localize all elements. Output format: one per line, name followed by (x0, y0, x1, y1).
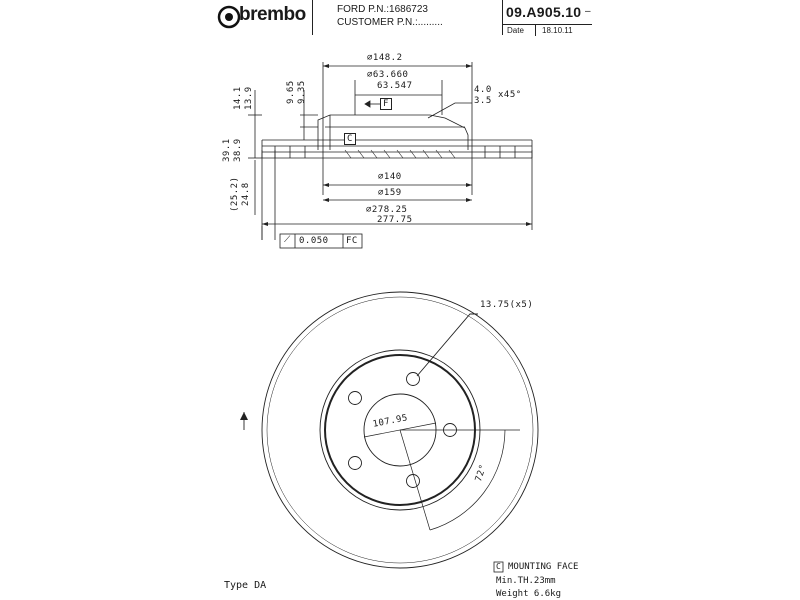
dim-dia-159: ∅159 (378, 188, 402, 198)
dim-dia-63-547: 63.547 (377, 81, 413, 91)
date-value: 18.10.11 (542, 26, 573, 35)
dim-h-13-9: 13.9 (244, 86, 254, 110)
part-number: 09.A905.10 (506, 4, 582, 20)
min-thickness-note: Min.TH.23mm (496, 576, 556, 586)
dim-dia-278-25: ∅278.25 (366, 205, 408, 215)
dim-h-39-1: 39.1 (222, 138, 232, 162)
mounting-face-note: MOUNTING FACE (508, 562, 579, 572)
revision-mark: – (585, 6, 591, 17)
weight-note: Weight 6.6kg (496, 589, 562, 599)
dim-h-25-2: (25.2) (230, 176, 240, 212)
dim-h-9-65: 9.65 (286, 80, 296, 104)
datum-f-label: F (380, 98, 392, 110)
mounting-face-box: C (496, 562, 501, 571)
datum-c-label: C (344, 133, 356, 145)
dim-chamfer-angle: x45° (498, 90, 522, 100)
dim-h-14-1: 14.1 (233, 86, 243, 110)
pcd-dimension: 107.95 (372, 413, 409, 430)
dim-h-9-35: 9.35 (297, 80, 307, 104)
tolerance-value: 0.050 (299, 236, 329, 246)
dim-chamfer-b: 3.5 (474, 96, 492, 106)
dim-dia-140: ∅140 (378, 172, 402, 182)
dim-h-38-9: 38.9 (233, 138, 243, 162)
dim-dia-148: ∅148.2 (367, 53, 403, 63)
date-label: Date (507, 26, 524, 35)
tolerance-reference: FC (346, 236, 358, 246)
dim-chamfer-a: 4.0 (474, 85, 492, 95)
tolerance-flatness-icon: ⟋ (284, 235, 291, 245)
ford-part-number: FORD P.N.:1686723 (337, 4, 428, 15)
dim-dia-277-75: 277.75 (377, 215, 413, 225)
brand-name: brembo (239, 4, 306, 25)
customer-part-number: CUSTOMER P.N.:......... (337, 17, 443, 28)
front-view-drawing (244, 292, 538, 568)
dim-h-24-8: 24.8 (241, 182, 251, 206)
angle-dimension: 72° (474, 463, 490, 484)
type-label: Type DA (224, 580, 267, 591)
bolt-hole-dimension: 13.75(x5) (480, 300, 534, 310)
dim-dia-63-660: ∅63.660 (367, 70, 409, 80)
